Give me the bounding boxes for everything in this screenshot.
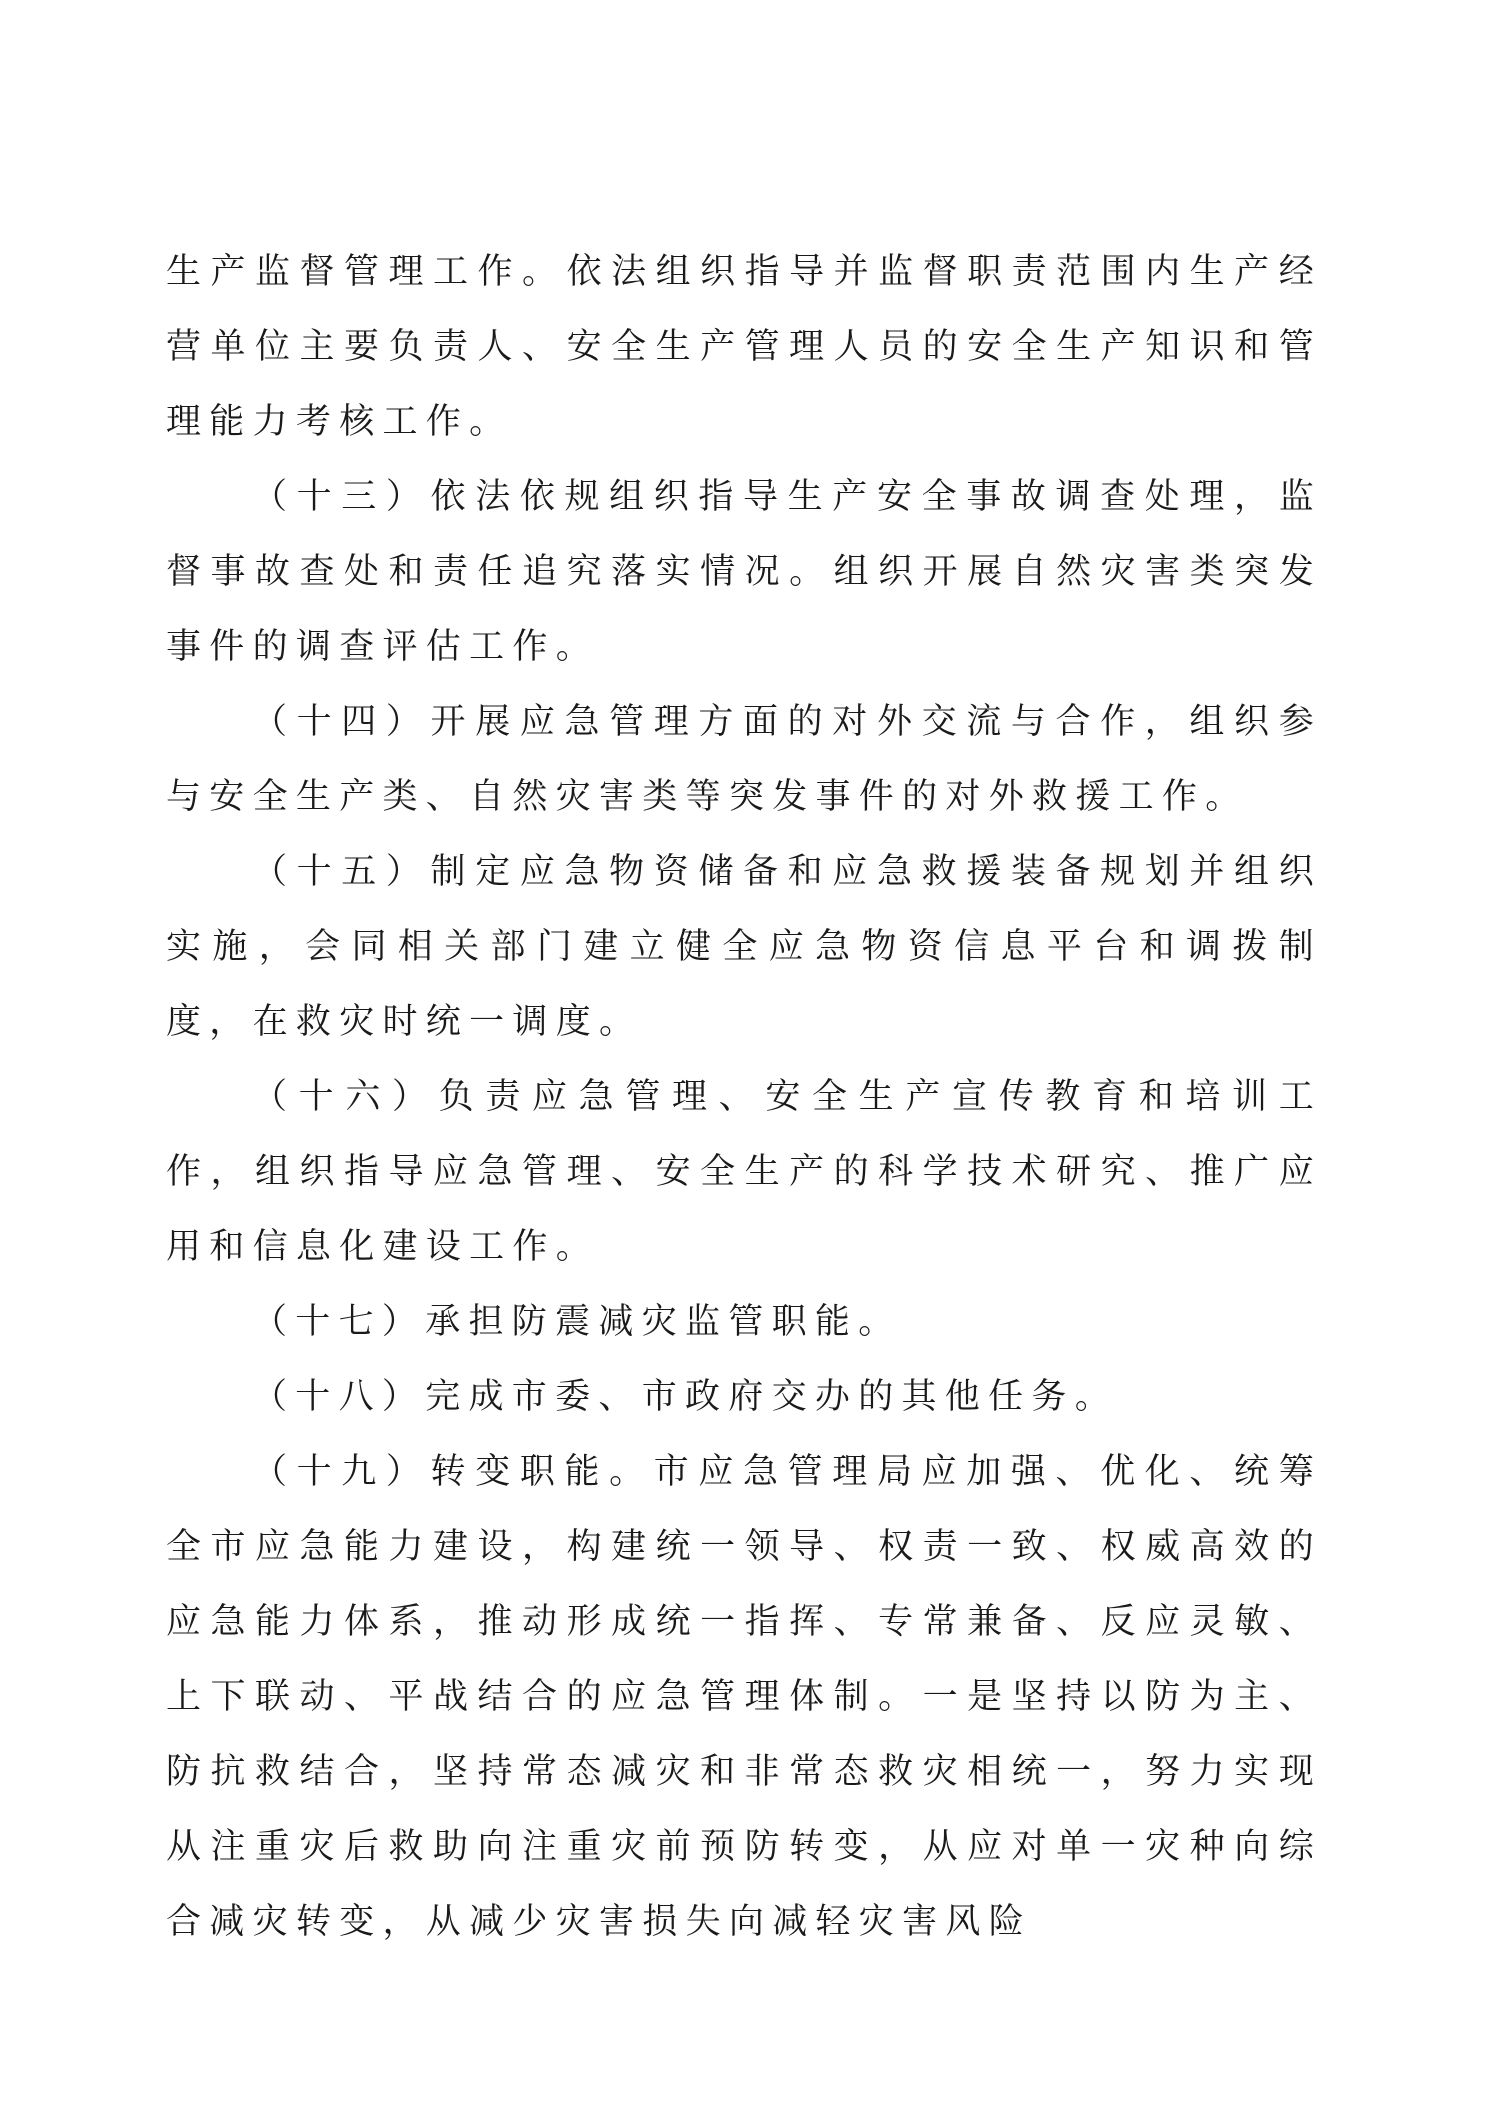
document-body bbox=[166, 235, 1322, 1960]
paragraph-item-17: （十七）承担防震减灾监管职能。 bbox=[252, 1302, 902, 1342]
paragraph-item-18: （十八）完成市委、市政府交办的其他任务。 bbox=[252, 1377, 1119, 1417]
paragraph-item-19: （十九）转变职能。市应急管理局应加强、优化、统筹全市应急能力建设，构建统一领导、权责一致、权威高效的应急能力体系，推动形成统一指挥、专常兼备、反应灵敏、上下联动、平战结合的应急管理体制。一是坚持以防为主、防抗救结合，坚持常态减灾和非常态救灾相统一，努力实现从注重灾后救助向注重灾前预防转变，从应对单一灾种向综合减灾转变，从减少灾害损失向减轻灾害风险 bbox=[166, 1452, 1322, 1942]
paragraph-item-15: （十五）制定应急物资储备和应急救援装备规划并组织实施，会同相关部门建立健全应急物资信息平台和调拨制度，在救灾时统一调度。 bbox=[166, 852, 1322, 1042]
paragraph-item-13: （十三）依法依规组织指导生产安全事故调查处理，监督事故查处和责任追究落实情况。组织开展自然灾害类突发事件的调查评估工作。 bbox=[166, 477, 1322, 667]
paragraph-item-14: （十四）开展应急管理方面的对外交流与合作，组织参与安全生产类、自然灾害类等突发事件的对外救援工作。 bbox=[166, 702, 1322, 817]
paragraph-continuation: 生产监督管理工作。依法组织指导并监督职责范围内生产经营单位主要负责人、安全生产管理人员的安全生产知识和管理能力考核工作。 bbox=[166, 252, 1322, 442]
paragraph-item-16: （十六）负责应急管理、安全生产宣传教育和培训工作，组织指导应急管理、安全生产的科学技术研究、推广应用和信息化建设工作。 bbox=[166, 1077, 1322, 1267]
